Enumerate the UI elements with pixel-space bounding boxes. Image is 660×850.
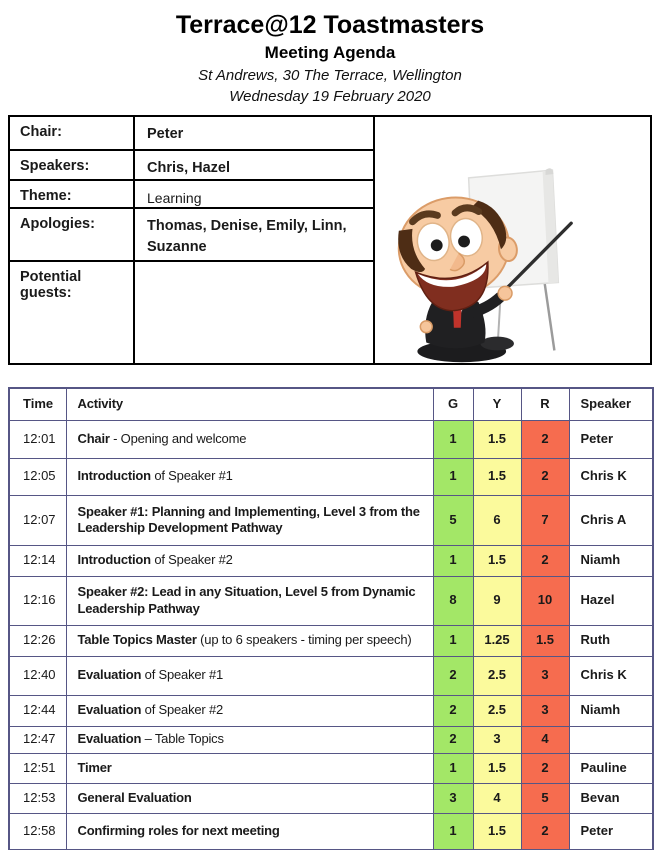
info-row [10, 262, 373, 363]
red-time-cell: 2 [521, 753, 569, 783]
green-time-cell: 5 [433, 495, 473, 545]
yellow-time-cell: 2.5 [473, 656, 521, 695]
red-time-cell: 2 [521, 420, 569, 458]
presenter-cartoon-icon [375, 117, 650, 363]
schedule-row [9, 813, 653, 850]
schedule-row [9, 576, 653, 625]
green-time-cell: 3 [433, 783, 473, 813]
schedule-row [9, 458, 653, 495]
activity-bold-text: Evaluation [77, 702, 142, 718]
venue-line: St Andrews, 30 The Terrace, Wellington [198, 67, 462, 84]
column-header-yellow: Y [473, 388, 521, 420]
column-header-red: R [521, 388, 569, 420]
speaker-cell: Bevan [569, 783, 653, 813]
speaker-cell: Peter [569, 813, 653, 850]
activity-bold-text: General Evaluation [77, 789, 192, 805]
red-time-cell: 3 [521, 695, 569, 726]
red-time-cell: 10 [521, 576, 569, 625]
schedule-row [9, 783, 653, 813]
speaker-cell: Chris K [569, 458, 653, 495]
column-header-time: Time [9, 388, 66, 420]
green-time-cell: 2 [433, 656, 473, 695]
schedule-row [9, 495, 653, 545]
activity-rest-text: (up to 6 speakers - timing per speech) [196, 632, 412, 648]
time-cell: 12:58 [9, 813, 66, 850]
activity-bold-text: Speaker #1: Planning and Implementing, Level 3 from the Leadership Development Pathway [77, 503, 420, 535]
activity-rest-text: of Speaker #1 [150, 468, 233, 484]
activity-rest-text: - Opening and welcome [109, 430, 247, 446]
info-row [10, 181, 373, 209]
info-value: Peter [147, 126, 184, 142]
info-label: Apologies: [10, 209, 135, 260]
speaker-cell: Hazel [569, 576, 653, 625]
info-value: Thomas, Denise, Emily, Linn, Suzanne [147, 218, 347, 256]
time-cell: 12:47 [9, 726, 66, 753]
presenter-flipchart-illustration [375, 117, 650, 363]
yellow-time-cell: 1.5 [473, 458, 521, 495]
activity-bold-text: Evaluation [77, 731, 142, 747]
yellow-time-cell: 9 [473, 576, 521, 625]
time-cell: 12:44 [9, 695, 66, 726]
info-label: Chair: [10, 117, 135, 149]
speaker-cell: Peter [569, 420, 653, 458]
time-cell: 12:51 [9, 753, 66, 783]
meeting-info-rows [10, 117, 375, 363]
yellow-time-cell: 1.5 [473, 420, 521, 458]
speaker-cell: Pauline [569, 753, 653, 783]
document-header [8, 10, 652, 105]
schedule-row [9, 656, 653, 695]
activity-cell [66, 545, 433, 576]
speaker-cell: Ruth [569, 625, 653, 656]
meeting-info-table [8, 115, 652, 365]
activity-cell [66, 695, 433, 726]
activity-cell [66, 726, 433, 753]
green-time-cell: 1 [433, 625, 473, 656]
info-label: Speakers: [10, 151, 135, 179]
green-time-cell: 1 [433, 813, 473, 850]
activity-rest-text: of Speaker #2 [141, 702, 224, 718]
info-row [10, 117, 373, 151]
green-time-cell: 1 [433, 458, 473, 495]
column-header-activity: Activity [66, 388, 433, 420]
activity-cell [66, 625, 433, 656]
yellow-time-cell: 1.5 [473, 753, 521, 783]
page-title: Terrace@12 Toastmasters [175, 11, 485, 39]
yellow-time-cell: 3 [473, 726, 521, 753]
agenda-schedule-table [8, 387, 654, 850]
speaker-cell [569, 726, 653, 753]
yellow-time-cell: 4 [473, 783, 521, 813]
activity-cell [66, 783, 433, 813]
red-time-cell: 2 [521, 813, 569, 850]
time-cell: 12:40 [9, 656, 66, 695]
activity-bold-text: Speaker #2: Lead in any Situation, Level 5 from Dynamic Leadership Pathway [77, 584, 416, 616]
green-time-cell: 2 [433, 695, 473, 726]
activity-cell [66, 656, 433, 695]
schedule-row [9, 545, 653, 576]
schedule-body [9, 420, 653, 850]
speaker-cell: Chris A [569, 495, 653, 545]
speaker-cell: Niamh [569, 695, 653, 726]
yellow-time-cell: 1.25 [473, 625, 521, 656]
speaker-cell: Niamh [569, 545, 653, 576]
yellow-time-cell: 1.5 [473, 813, 521, 850]
activity-bold-text: Evaluation [77, 667, 142, 683]
activity-bold-text: Chair [77, 430, 110, 446]
activity-cell [66, 753, 433, 783]
activity-rest-text: of Speaker #2 [150, 552, 233, 568]
schedule-row [9, 625, 653, 656]
red-time-cell: 4 [521, 726, 569, 753]
schedule-row [9, 726, 653, 753]
info-value: Chris, Hazel [147, 160, 230, 176]
red-time-cell: 3 [521, 656, 569, 695]
info-label: Theme: [10, 181, 135, 207]
time-cell: 12:14 [9, 545, 66, 576]
info-label: Potential guests: [10, 262, 135, 363]
green-time-cell: 2 [433, 726, 473, 753]
activity-bold-text: Timer [77, 759, 112, 775]
red-time-cell: 7 [521, 495, 569, 545]
speaker-cell: Chris K [569, 656, 653, 695]
green-time-cell: 1 [433, 753, 473, 783]
activity-cell [66, 420, 433, 458]
yellow-time-cell: 6 [473, 495, 521, 545]
column-header-speaker: Speaker [569, 388, 653, 420]
activity-bold-text: Confirming roles for next meeting [77, 823, 280, 839]
green-time-cell: 8 [433, 576, 473, 625]
green-time-cell: 1 [433, 420, 473, 458]
time-cell: 12:26 [9, 625, 66, 656]
activity-bold-text: Introduction [77, 552, 151, 568]
date-line: Wednesday 19 February 2020 [229, 88, 431, 105]
page-subtitle: Meeting Agenda [264, 43, 396, 62]
red-time-cell: 2 [521, 545, 569, 576]
green-time-cell: 1 [433, 545, 473, 576]
activity-rest-text: – Table Topics [141, 731, 224, 747]
activity-cell [66, 495, 433, 545]
time-cell: 12:53 [9, 783, 66, 813]
activity-bold-text: Introduction [77, 468, 151, 484]
activity-bold-text: Table Topics Master [77, 632, 197, 648]
time-cell: 12:05 [9, 458, 66, 495]
info-value [135, 262, 373, 363]
column-header-green: G [433, 388, 473, 420]
info-row [10, 151, 373, 181]
activity-cell [66, 458, 433, 495]
schedule-header-row [9, 388, 653, 420]
yellow-time-cell: 2.5 [473, 695, 521, 726]
schedule-row [9, 420, 653, 458]
schedule-row [9, 753, 653, 783]
activity-cell [66, 576, 433, 625]
info-row [10, 209, 373, 262]
red-time-cell: 2 [521, 458, 569, 495]
schedule-row [9, 695, 653, 726]
activity-rest-text: of Speaker #1 [141, 667, 224, 683]
red-time-cell: 5 [521, 783, 569, 813]
red-time-cell: 1.5 [521, 625, 569, 656]
time-cell: 12:01 [9, 420, 66, 458]
time-cell: 12:07 [9, 495, 66, 545]
time-cell: 12:16 [9, 576, 66, 625]
activity-cell [66, 813, 433, 850]
yellow-time-cell: 1.5 [473, 545, 521, 576]
info-value: Learning [147, 190, 202, 206]
